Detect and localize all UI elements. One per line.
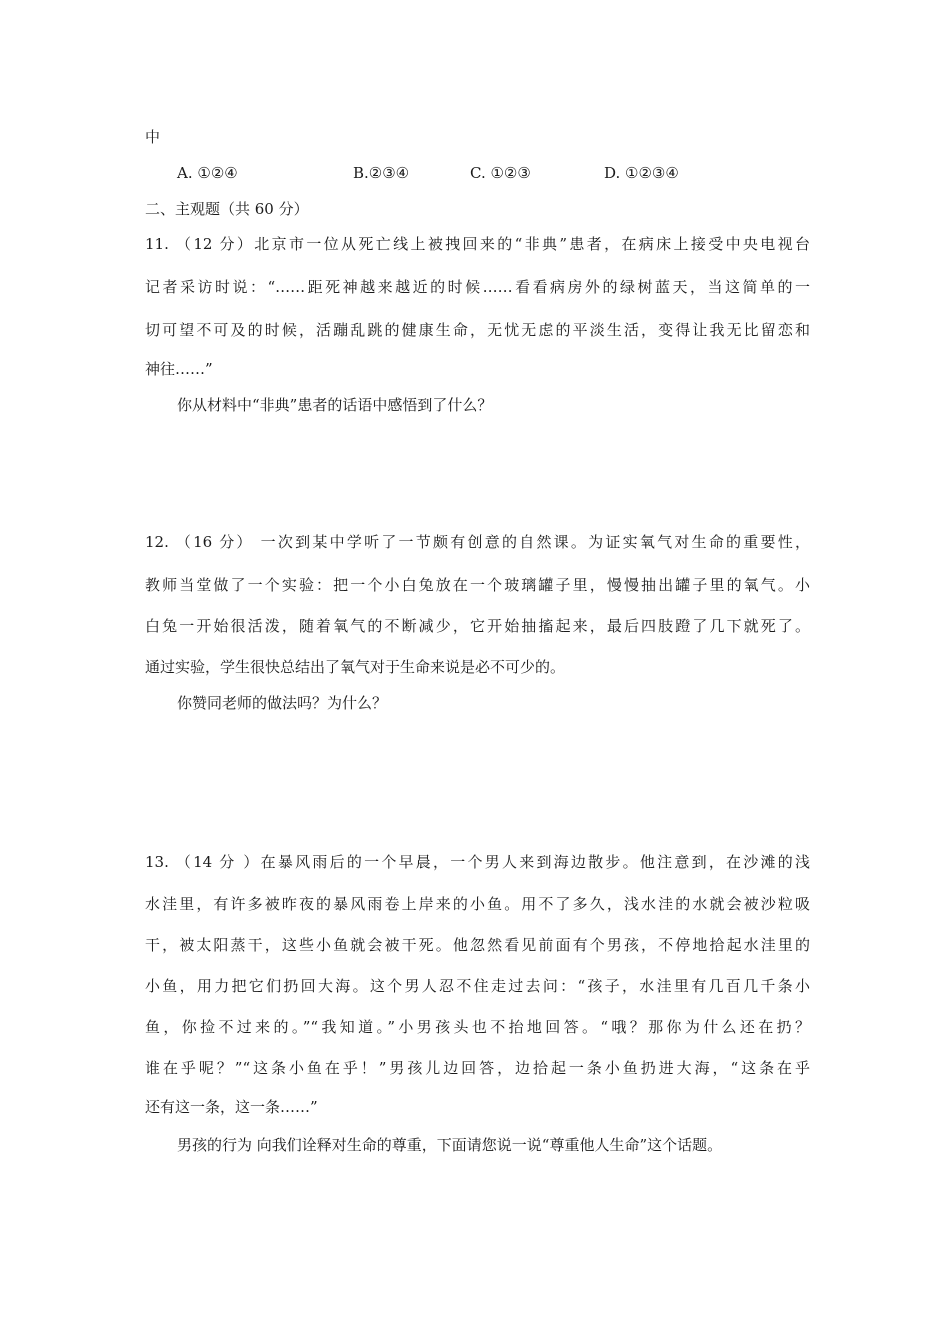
q13-line-7: 还有这一条，这一条……”	[145, 1098, 318, 1116]
q13-line-4: 小鱼，用力把它们扔回大海。这个男人忍不住走过去问：“孩子，水洼里有几百几千条小	[145, 977, 810, 995]
choice-a: A. ①②④	[177, 164, 238, 182]
q11-line-2: 记者采访时说：“……距死神越来越近的时候……看看病房外的绿树蓝天，当这简单的一	[145, 278, 810, 296]
q12-line-1: 12. （16 分） 一次到某中学听了一节颇有创意的自然课。为证实氧气对生命的重要性，	[145, 533, 810, 551]
choice-b: B.②③④	[353, 164, 410, 182]
q12-line-4: 通过实验，学生很快总结出了氧气对于生命来说是必不可少的。	[145, 658, 566, 676]
q12-question: 你赞同老师的做法吗？为什么？	[177, 694, 388, 712]
q13-line-3: 干，被太阳蒸干，这些小鱼就会被干死。他忽然看见前面有个男孩，不停地拾起水洼里的	[145, 936, 810, 954]
q11-line-3: 切可望不可及的时候，活蹦乱跳的健康生命，无忧无虑的平淡生活，变得让我无比留恋和	[145, 321, 810, 339]
section-title: 二、主观题（共 60 分）	[145, 200, 309, 218]
q13-question: 男孩的行为 向我们诠释对生命的尊重，下面请您说一说“尊重他人生命”这个话题。	[177, 1136, 723, 1154]
prev-question-fragment: 中	[145, 128, 161, 146]
q12-line-3: 白兔一开始很活泼，随着氧气的不断减少，它开始抽搐起来，最后四肢蹬了几下就死了。	[145, 617, 810, 635]
q12-line-2: 教师当堂做了一个实验：把一个小白兔放在一个玻璃罐子里，慢慢抽出罐子里的氧气。小	[145, 576, 810, 594]
choice-c: C. ①②③	[470, 164, 531, 182]
q11-question: 你从材料中“非典”患者的话语中感悟到了什么？	[177, 396, 493, 414]
choice-d: D. ①②③④	[604, 164, 679, 182]
q13-line-6: 谁在乎呢？”“这条小鱼在乎！”男孩儿边回答，边拾起一条小鱼扔进大海，“这条在乎	[145, 1059, 810, 1077]
q11-line-1: 11. （12 分）北京市一位从死亡线上被拽回来的“非典”患者，在病床上接受中央电视台	[145, 235, 810, 253]
q11-line-4: 神往……”	[145, 360, 213, 378]
q13-line-2: 水洼里，有许多被昨夜的暴风雨卷上岸来的小鱼。用不了多久，浅水洼的水就会被沙粒吸	[145, 895, 810, 913]
q13-line-1: 13. （14 分 ）在暴风雨后的一个早晨，一个男人来到海边散步。他注意到，在沙滩的浅	[145, 853, 810, 871]
q13-line-5: 鱼，你捡不过来的。”“我知道。”小男孩头也不抬地回答。“哦？那你为什么还在扔？	[145, 1018, 810, 1036]
